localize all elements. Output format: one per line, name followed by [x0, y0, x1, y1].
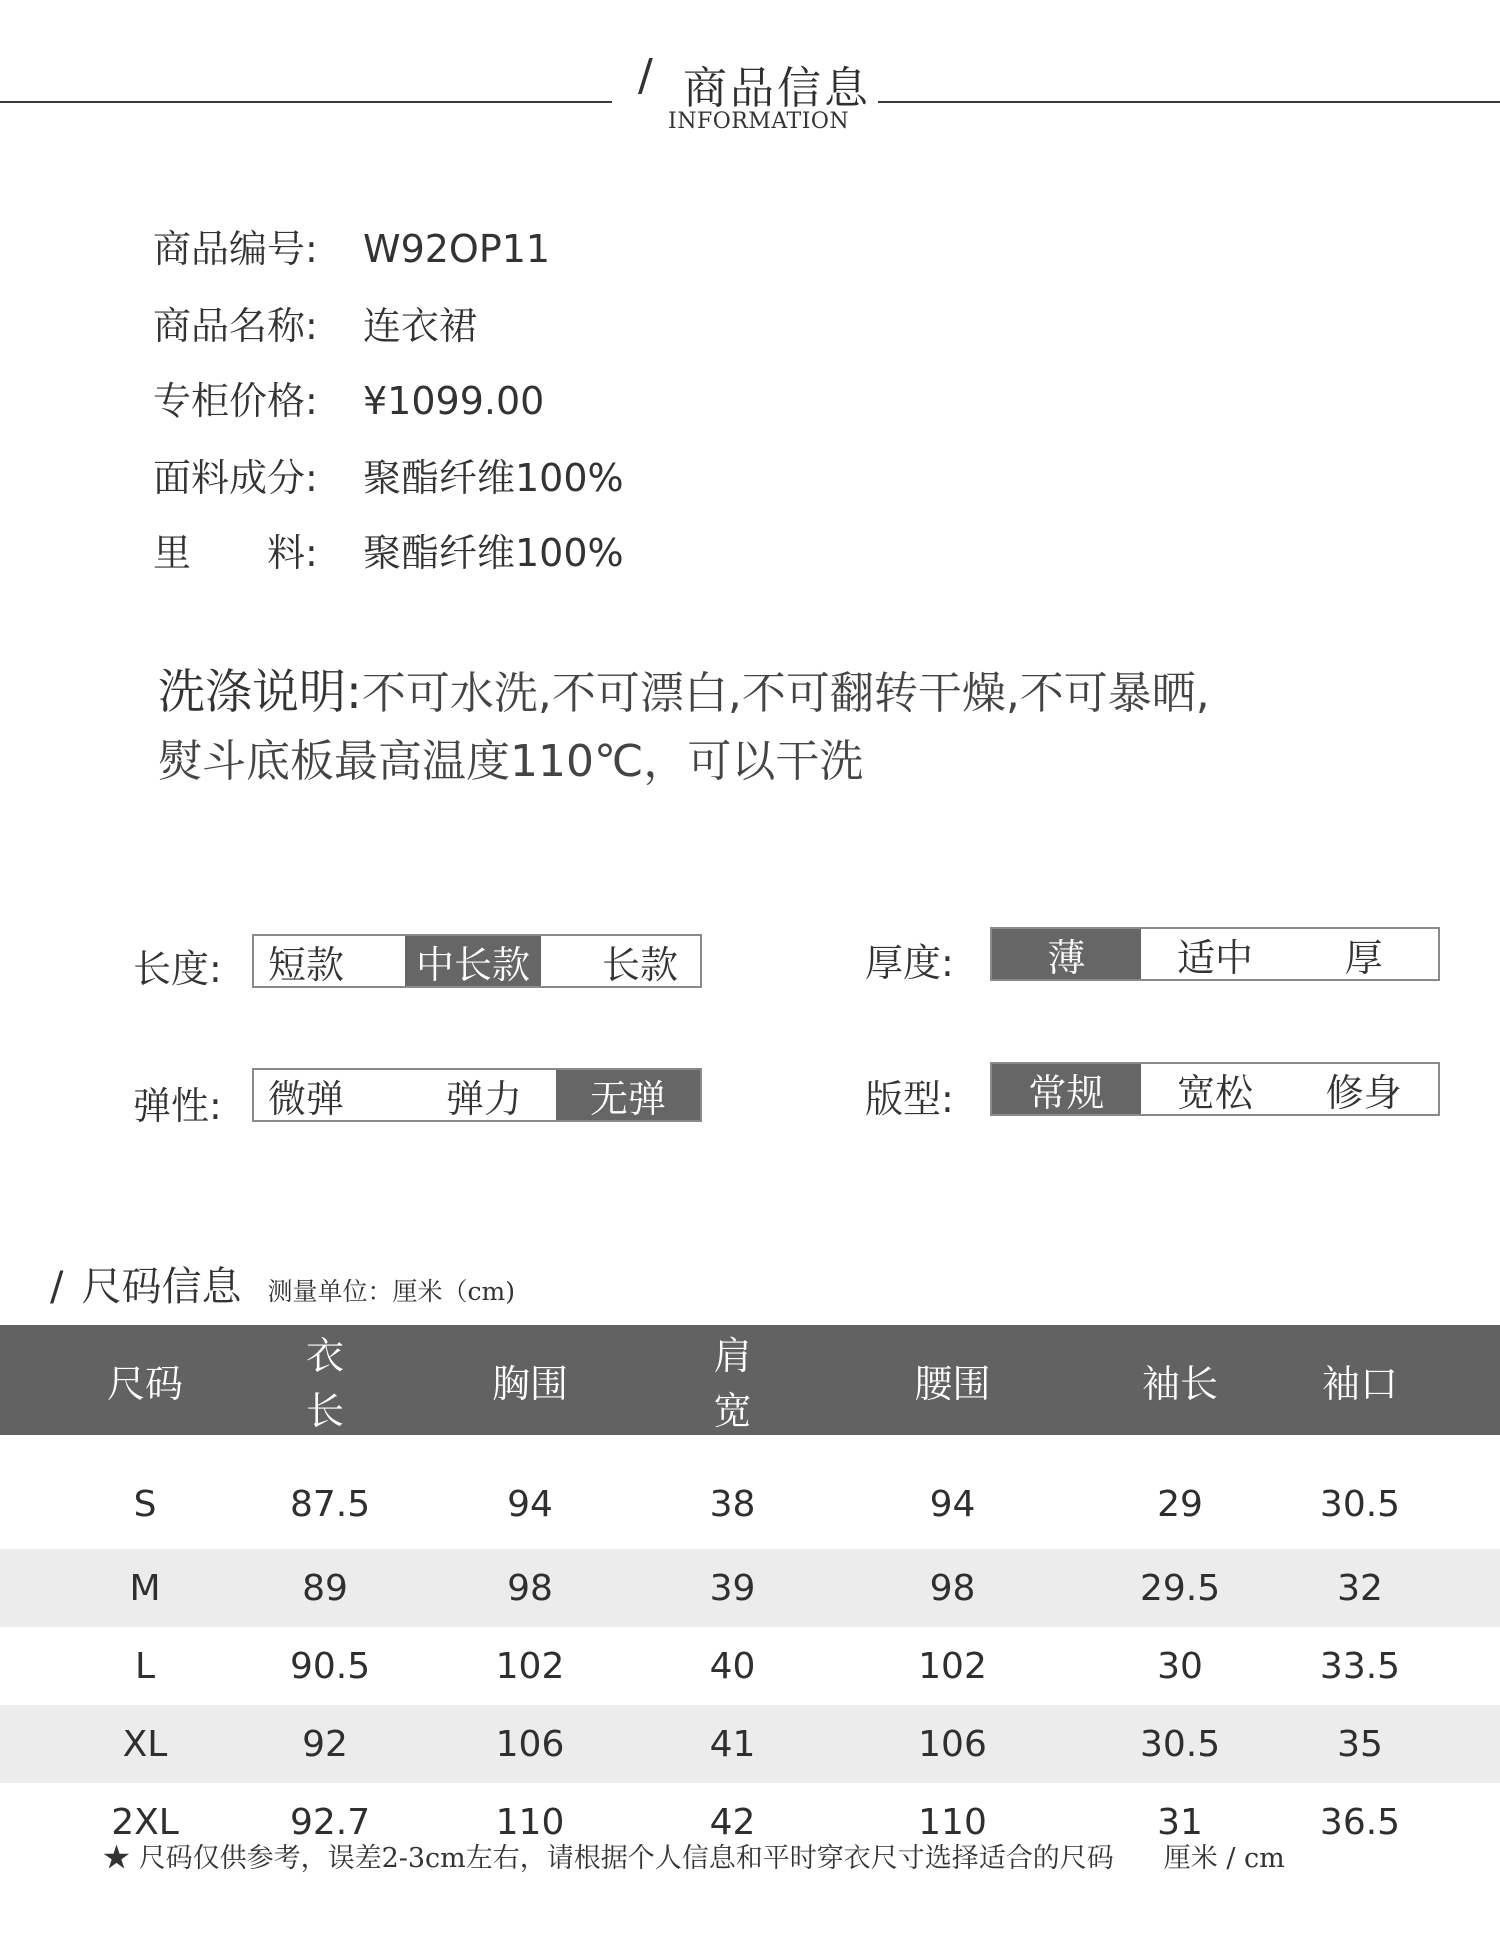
col-cuff: 袖口 [1220, 1325, 1500, 1435]
cell-shoulder: 39 [700, 1549, 765, 1627]
fit-option-slim: 修身 [1325, 1070, 1402, 1115]
info-value: ¥1099.00 [363, 379, 545, 423]
size-header-slash: / [50, 1264, 64, 1310]
cell-shoulder: 41 [700, 1705, 765, 1783]
footnote-unit: 厘米 / cm [1163, 1843, 1285, 1874]
cell-shoulder: 38 [709, 1483, 756, 1525]
size-unit-label: 测量单位：厘米（cm) [267, 1277, 515, 1306]
cell-size: S [133, 1483, 157, 1525]
cell-size: 2XL [111, 1801, 179, 1843]
thickness-option-thick: 厚 [1344, 935, 1383, 980]
attr-label-elasticity: 弹性: [133, 1084, 222, 1128]
cell-length: 90.5 [290, 1645, 371, 1687]
info-value: 连衣裙 [363, 304, 478, 348]
info-row-price [153, 370, 544, 425]
cell-length: 89 [290, 1549, 360, 1627]
cell-shoulder: 42 [709, 1801, 756, 1843]
col-length: 衣长 [290, 1325, 360, 1435]
fit-option-regular: 常规 [992, 1064, 1141, 1114]
cell-cuff: 32 [1220, 1549, 1500, 1627]
cell-waist: 98 [765, 1549, 1140, 1627]
cell-sleeve-length: 30.5 [1140, 1705, 1220, 1783]
size-section-title: 尺码信息 [81, 1264, 242, 1310]
cell-size: M [0, 1549, 290, 1627]
cell-cuff: 30.5 [1319, 1483, 1401, 1525]
header-rule-right [878, 101, 1500, 103]
header-slash: / [638, 50, 653, 101]
info-value: 聚酯纤维100% [363, 531, 624, 575]
table-row [0, 1705, 1500, 1783]
table-row [0, 1627, 1500, 1705]
cell-size: L [134, 1645, 156, 1687]
fit-option-loose: 宽松 [1177, 1070, 1254, 1115]
table-row [0, 1435, 1500, 1549]
attr-label-fit: 版型: [865, 1077, 954, 1121]
section-subtitle: INFORMATION [668, 109, 850, 134]
cell-sleeve-length: 29 [1157, 1483, 1203, 1525]
fit-selector [990, 1062, 1440, 1116]
size-section-header [50, 1255, 515, 1312]
cell-bust: 98 [360, 1549, 700, 1627]
cell-shoulder: 40 [709, 1645, 756, 1687]
washing-line-2: 熨斗底板最高温度110℃，可以干洗 [158, 736, 864, 787]
washing-label: 洗涤说明: [158, 665, 362, 720]
washing-line-1 [158, 655, 1210, 722]
cell-waist: 102 [918, 1645, 987, 1687]
info-label: 商品名称: [153, 304, 318, 348]
cell-waist: 110 [918, 1801, 987, 1843]
cell-sleeve-length: 31 [1157, 1801, 1203, 1843]
length-selector [252, 934, 702, 988]
cell-cuff: 33.5 [1319, 1645, 1401, 1687]
size-table-header [0, 1325, 1500, 1435]
thickness-selector [990, 927, 1440, 981]
cell-bust: 110 [495, 1801, 565, 1843]
info-row-sku [153, 218, 550, 273]
size-footnote [103, 1836, 1285, 1875]
col-waist: 腰围 [765, 1325, 1140, 1435]
info-value: 聚酯纤维100% [363, 456, 624, 500]
col-sleeve-length: 袖长 [1140, 1325, 1220, 1435]
col-bust: 胸围 [360, 1325, 700, 1435]
length-option-midi: 中长款 [405, 936, 542, 986]
info-label: 里 料: [153, 531, 318, 575]
elasticity-option-none: 无弹 [556, 1070, 700, 1120]
info-label: 商品编号: [153, 227, 318, 271]
cell-size: XL [0, 1705, 290, 1783]
cell-waist: 94 [929, 1483, 976, 1525]
size-table [0, 1325, 1500, 1861]
thickness-option-medium: 适中 [1177, 935, 1254, 980]
info-value: W92OP11 [363, 227, 551, 271]
elasticity-option-stretch: 弹力 [445, 1076, 522, 1121]
length-option-long: 长款 [602, 942, 679, 987]
elasticity-option-slight: 微弹 [268, 1076, 345, 1121]
length-option-short: 短款 [268, 942, 345, 987]
cell-sleeve-length: 29.5 [1140, 1549, 1220, 1627]
cell-length: 92.7 [290, 1801, 371, 1843]
col-shoulder: 肩宽 [700, 1325, 765, 1435]
cell-length: 92 [290, 1705, 360, 1783]
table-row [0, 1549, 1500, 1627]
cell-bust: 102 [495, 1645, 565, 1687]
cell-cuff: 35 [1220, 1705, 1500, 1783]
cell-bust: 94 [507, 1483, 553, 1525]
info-row-name [153, 295, 477, 350]
info-label: 专柜价格: [153, 379, 318, 423]
washing-text-1: 不可水洗,不可漂白,不可翻转干燥,不可暴晒, [361, 668, 1210, 719]
cell-length: 87.5 [290, 1483, 371, 1525]
footnote-text: ★ 尺码仅供参考，误差2-3cm左右，请根据个人信息和平时穿衣尺寸选择适合的尺码 [103, 1843, 1114, 1874]
attr-label-thickness: 厚度: [865, 941, 954, 985]
cell-waist: 106 [765, 1705, 1140, 1783]
info-row-fabric [153, 447, 624, 502]
thickness-option-thin: 薄 [992, 929, 1141, 979]
elasticity-selector [252, 1068, 702, 1122]
info-label: 面料成分: [153, 456, 318, 500]
info-row-lining [153, 522, 624, 577]
cell-bust: 106 [360, 1705, 700, 1783]
col-size: 尺码 [0, 1325, 290, 1435]
section-title: 商品信息 [683, 63, 871, 114]
header-rule-left [0, 101, 612, 103]
attr-label-length: 长度: [133, 947, 222, 991]
cell-sleeve-length: 30 [1157, 1645, 1203, 1687]
cell-cuff: 36.5 [1319, 1801, 1401, 1843]
